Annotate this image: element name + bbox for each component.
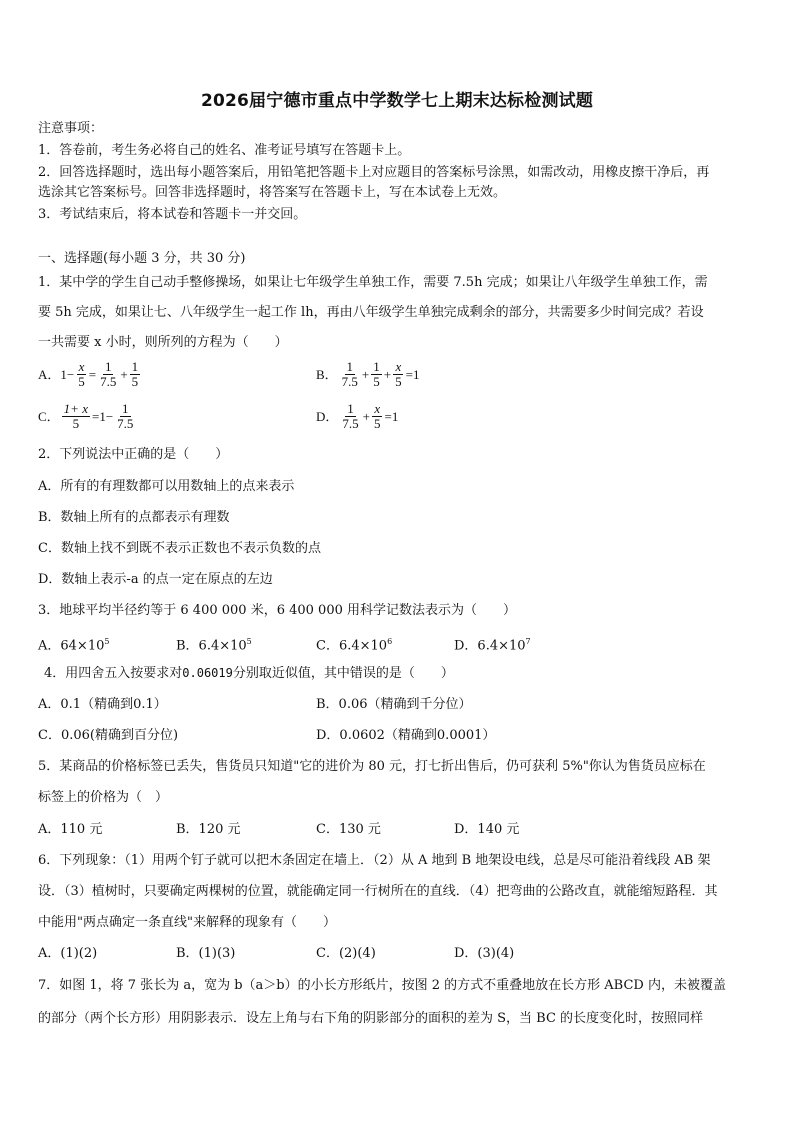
page-title: 2026届宁德市重点中学数学七上期末达标检测试题 — [200, 91, 594, 111]
q4-option-a: A．0.1（精确到0.1） — [38, 697, 167, 712]
q6-option-c: C．(2)(4) — [316, 946, 376, 961]
notice-item: 2．回答选择题时，选出每小题答案后，用铅笔把答题卡上对应题目的答案标号涂黑，如需改动，用橡皮擦干净后，再 — [38, 165, 710, 180]
q2-option-a: A．所有的有理数都可以用数轴上的点来表示 — [38, 479, 295, 494]
question-7-stem: 的部分（两个长方形）用阴影表示．设左上角与右下角的阴影部分的面积的差为 S，当 BC 的长度变化时，按照同样 — [38, 1011, 704, 1026]
q2-option-d: D．数轴上表示-a 的点一定在原点的左边 — [38, 572, 273, 587]
question-6-stem: 6．下列现象：（1）用两个钉子就可以把木条固定在墙上．（2）从 A 地到 B 地架设电线，总是尽可能沿着线段 AB 架 — [38, 853, 711, 868]
question-4-stem: 4．用四舍五入按要求对0.06019分别取近似值，其中错误的是（ ） — [44, 666, 454, 681]
section-heading: 一、选择题(每小题 3 分，共 30 分) — [38, 251, 246, 266]
question-6-stem: 中能用"两点确定一条直线"来解释的现象有（ ） — [38, 915, 336, 930]
q2-option-b: B．数轴上所有的点都表示有理数 — [38, 510, 230, 525]
q6-option-d: D．(3)(4) — [454, 946, 515, 961]
q6-option-a: A．(1)(2) — [38, 946, 98, 961]
question-1-stem: 一共需要 x 小时，则所列的方程为（ ） — [38, 335, 288, 350]
question-2-stem: 2．下列说法中正确的是（ ） — [38, 447, 229, 462]
q5-option-c: C．130 元 — [316, 822, 381, 837]
q1-option-c: C． $\frac{1+ x}{5}$ = 1 − $\frac{1}{7.5}$ — [38, 401, 134, 431]
q1-option-a: A． 1 − $\frac{x}{5}$ = $\frac{1}{7.5}$ + $\frac{1}{5}$ — [38, 359, 139, 389]
notice-item: 3．考试结束后，将本试卷和答题卡一并交回。 — [38, 207, 307, 222]
question-5-stem: 标签上的价格为（ ） — [38, 790, 169, 805]
notice-heading: 注意事项： — [38, 121, 104, 136]
q3-option-a: A．$64\times 10^5$ — [38, 637, 110, 654]
q6-option-b: B．(1)(3) — [176, 946, 236, 961]
question-7-stem: 7．如图 1，将 7 张长为 a，宽为 b（a＞b）的小长方形纸片，按图 2 的方式不重叠地放在长方形 ABCD 内，未被覆盖 — [38, 978, 726, 993]
q1-option-b: B． $\frac{1}{7.5}$ + $\frac{1}{5}$ + $\frac{x}{5}$ = 1 — [316, 359, 420, 389]
notice-item: 选涂其它答案标号。回答非选择题时，将答案写在答题卡上，写在本试卷上无效。 — [38, 185, 507, 200]
question-1-stem: 1．某中学的学生自己动手整修操场，如果让七年级学生单独工作，需要 7.5h 完成；如果让八年级学生单独工作，需 — [38, 275, 708, 290]
q5-option-a: A．110 元 — [38, 822, 103, 837]
q4-option-b: B．0.06（精确到千分位） — [316, 697, 472, 712]
q3-option-b: B．$6.4\times 10^5$ — [176, 637, 252, 654]
question-6-stem: 设．（3）植树时，只要确定两棵树的位置，就能确定同一行树所在的直线．（4）把弯曲的公路改直，就能缩短路程．其 — [38, 884, 718, 899]
q2-option-c: C．数轴上找不到既不表示正数也不表示负数的点 — [38, 541, 321, 556]
q3-option-c: C．$6.4\times 10^6$ — [316, 637, 393, 654]
q1-option-d: D． $\frac{1}{7.5}$ + $\frac{x}{5}$ = 1 — [316, 401, 399, 431]
question-3-stem: 3．地球平均半径约等于 6 400 000 米，6 400 000 用科学记数法表示为（ ） — [38, 603, 516, 618]
notice-item: 1．答卷前，考生务必将自己的姓名、准考证号填写在答题卡上。 — [38, 143, 411, 158]
q4-option-d: D．0.0602（精确到0.0001） — [316, 728, 496, 743]
question-1-stem: 要 5h 完成，如果让七、八年级学生一起工作 lh，再由八年级学生单独完成剩余的部分，共需要多少时间完成？若设 — [38, 305, 704, 320]
q4-option-c: C．0.06(精确到百分位) — [38, 728, 179, 743]
question-5-stem: 5．某商品的价格标签已丢失，售货员只知道"它的进价为 80 元，打七折出售后，仍可获利 5%"你认为售货员应标在 — [38, 759, 706, 774]
q5-option-d: D．140 元 — [454, 822, 520, 837]
q5-option-b: B．120 元 — [176, 822, 241, 837]
q3-option-d: D．$6.4\times 10^7$ — [454, 637, 531, 654]
